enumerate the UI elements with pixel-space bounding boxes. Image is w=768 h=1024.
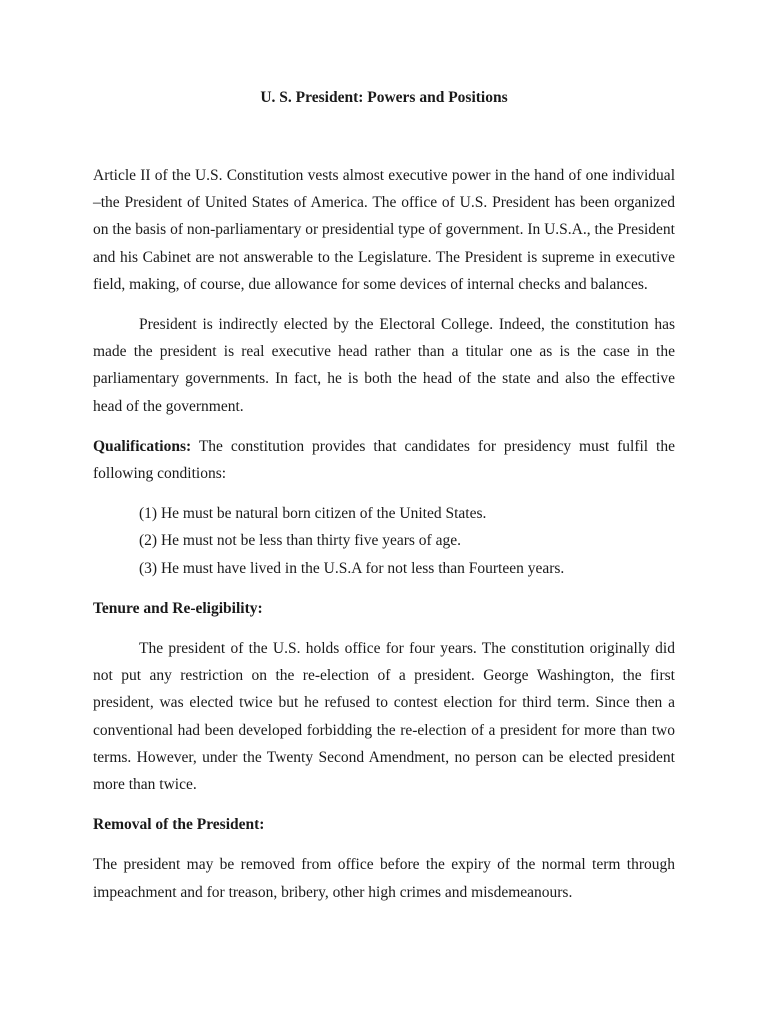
page-title: U. S. President: Powers and Positions [260,89,508,106]
list-item: (1) He must be natural born citizen of the United States. [139,505,487,523]
removal-paragraph: The president may be removed from office before the expiry of the normal term through impeachment and for treason, bribery, other high crimes and misdemeanours. [93,856,675,901]
list-item: (2) He must not be less than thirty five years of age. [139,532,461,550]
document-body [93,162,675,906]
election-paragraph: President is indirectly elected by the Electoral College. Indeed, the constitution has made the president is real executive head rather than a titular one as is the case in the parliamentary governments. In fact, he is both the head of the state and also the effective head of the government. [93,316,675,415]
qualifications-text: The constitution provides that candidates for presidency must fulfil the following conditions: [93,437,675,483]
list-item: (3) He must have lived in the U.S.A for not less than Fourteen years. [139,559,565,577]
tenure-paragraph: The president of the U.S. holds office for four years. The constitution originally did not put any restriction on the re-election of a president. George Washington, the first president, was elected twice but he refused to contest election for third term. Since then a conventional had been developed forbidding the re-election of a president for more than two terms. However, under the Twenty Second Amendment, no person can be elected president more than twice. [93,640,675,794]
removal-heading: Removal of the President: [93,816,265,834]
intro-paragraph: Article II of the U.S. Constitution vests almost executive power in the hand of one individual –the President of United States of America. The office of U.S. President has been organized on the basis of non-parliamentary or presidential type of government. In U.S.A., the President and his Cabinet are not answerable to the Legislature. The President is supreme in executive field, making, of course, due allowance for some devices of internal checks and balances. [93,167,675,293]
qualifications-list [93,500,675,582]
qualifications-paragraph [93,433,675,487]
tenure-heading: Tenure and Re-eligibility: [93,599,263,617]
qualifications-heading: Qualifications: [93,437,192,455]
